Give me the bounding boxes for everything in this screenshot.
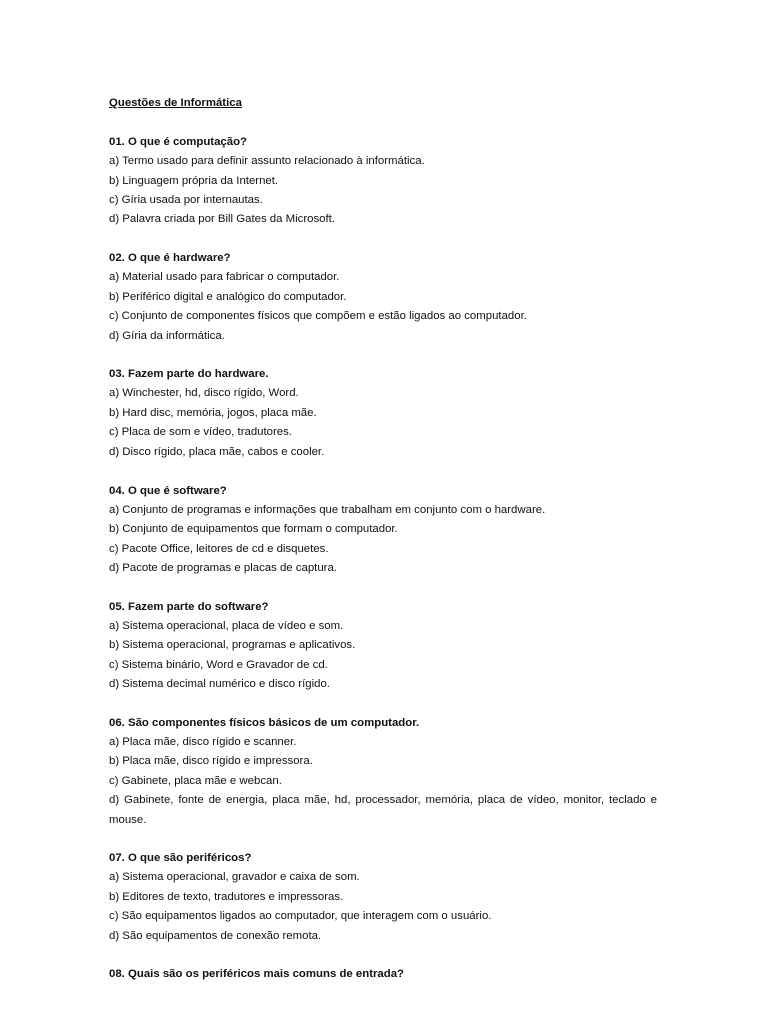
question-6-option-d: d) Gabinete, fonte de energia, placa mãe, hd, processador, memória, placa de vídeo, monitor, teclado e (109, 794, 657, 806)
question-4-option-d: d) Pacote de programas e placas de captura. (109, 562, 337, 574)
question-1-option-a: a) Termo usado para definir assunto relacionado à informática. (109, 155, 425, 167)
question-6-option-a: a) Placa mãe, disco rígido e scanner. (109, 736, 297, 748)
question-2-option-c: c) Conjunto de componentes físicos que compõem e estão ligados ao computador. (109, 310, 527, 322)
question-4-option-a: a) Conjunto de programas e informações que trabalham em conjunto com o hardware. (109, 504, 546, 516)
question-2-option-b: b) Periférico digital e analógico do computador. (109, 291, 347, 303)
question-3-heading: 03. Fazem parte do hardware. (109, 368, 269, 380)
question-2-option-d: d) Gíria da informática. (109, 330, 225, 342)
question-3-option-c: c) Placa de som e vídeo, tradutores. (109, 426, 292, 438)
document-title: Questões de Informática (109, 97, 242, 109)
question-4-option-b: b) Conjunto de equipamentos que formam o computador. (109, 523, 398, 535)
question-3-option-a: a) Winchester, hd, disco rígido, Word. (109, 387, 299, 399)
question-5-option-a: a) Sistema operacional, placa de vídeo e som. (109, 620, 344, 632)
question-4-option-c: c) Pacote Office, leitores de cd e disquetes. (109, 543, 329, 555)
question-2-option-a: a) Material usado para fabricar o computador. (109, 271, 340, 283)
question-1-option-c: c) Gíria usada por internautas. (109, 194, 263, 206)
question-1-option-d: d) Palavra criada por Bill Gates da Microsoft. (109, 213, 336, 225)
question-5-option-b: b) Sistema operacional, programas e aplicativos. (109, 639, 356, 651)
question-5-option-d: d) Sistema decimal numérico e disco rígido. (109, 678, 330, 690)
question-7-option-b: b) Editores de texto, tradutores e impressoras. (109, 891, 344, 903)
question-7-heading: 07. O que são periféricos? (109, 852, 252, 864)
question-1-option-b: b) Linguagem própria da Internet. (109, 175, 279, 187)
question-6-option-c: c) Gabinete, placa mãe e webcan. (109, 775, 282, 787)
question-8-heading: 08. Quais são os periféricos mais comuns de entrada? (109, 968, 404, 980)
question-7-option-c: c) São equipamentos ligados ao computador, que interagem com o usuário. (109, 910, 492, 922)
question-5-option-c: c) Sistema binário, Word e Gravador de cd. (109, 659, 328, 671)
question-2-heading: 02. O que é hardware? (109, 252, 231, 264)
question-7-option-a: a) Sistema operacional, gravador e caixa de som. (109, 871, 360, 883)
question-3-option-d: d) Disco rígido, placa mãe, cabos e cooler. (109, 446, 325, 458)
question-6-heading: 06. São componentes físicos básicos de um computador. (109, 717, 420, 729)
question-6-option-d-continued: mouse. (109, 814, 147, 826)
question-5-heading: 05. Fazem parte do software? (109, 601, 269, 613)
question-3-option-b: b) Hard disc, memória, jogos, placa mãe. (109, 407, 317, 419)
question-6-option-b: b) Placa mãe, disco rígido e impressora. (109, 755, 313, 767)
question-1-heading: 01. O que é computação? (109, 136, 247, 148)
question-7-option-d: d) São equipamentos de conexão remota. (109, 930, 322, 942)
question-4-heading: 04. O que é software? (109, 485, 227, 497)
